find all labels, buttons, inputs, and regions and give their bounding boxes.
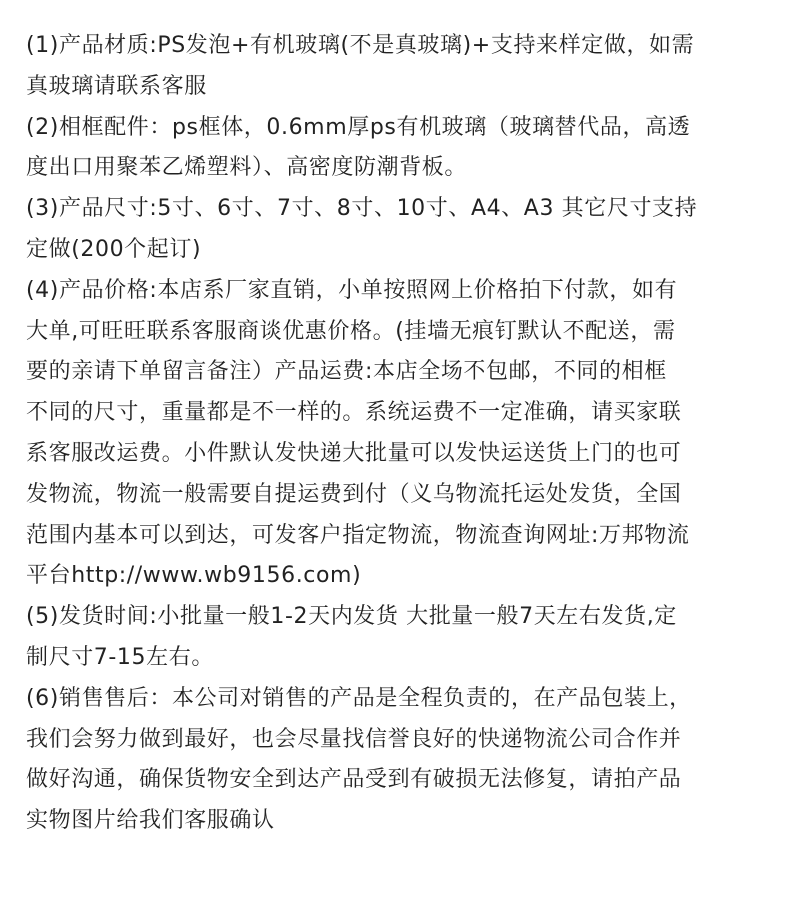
text-line: 发物流，物流一般需要自提运费到付（义乌物流托运处发货，全国 xyxy=(26,481,682,507)
text-line: 实物图片给我们客服确认 xyxy=(26,808,275,834)
text-line: (3)产品尺寸:5寸、6寸、7寸、8寸、10寸、A4、A3 其它尺寸支持 xyxy=(26,196,698,222)
text-line: 范围内基本可以到达，可发客户指定物流，物流查询网址:万邦物流 xyxy=(26,522,690,548)
text-line: 度出口用聚苯乙烯塑料）、高密度防潮背板。 xyxy=(26,155,468,181)
text-line: 做好沟通，确保货物安全到达产品受到有破损无法修复，请拍产品 xyxy=(26,767,682,793)
text-line: (1)产品材质:PS发泡+有机玻璃(不是真玻璃)+支持来样定做，如需 xyxy=(26,33,695,58)
text-line: 制尺寸7-15左右。 xyxy=(26,644,214,670)
text-line: 定做(200个起订) xyxy=(26,236,202,262)
text-line: 要的亲请下单留言备注）产品运费:本店全场不包邮，不同的相框 xyxy=(26,359,667,385)
text-line: 我们会努力做到最好，也会尽量找信誉良好的快递物流公司合作并 xyxy=(26,726,682,752)
section-material xyxy=(26,26,776,108)
section-after-sales xyxy=(26,679,776,842)
text-line: 平台http://www.wb9156.com) xyxy=(26,563,362,589)
text-line: 不同的尺寸，重量都是不一样的。系统运费不一定准确，请买家联 xyxy=(26,400,682,426)
section-sizes xyxy=(26,189,776,271)
product-info-document xyxy=(26,26,776,842)
text-line: (5)发货时间:小批量一般1-2天内发货 大批量一般7天左右发货,定 xyxy=(26,604,677,630)
section-price-shipping xyxy=(26,271,776,597)
section-accessories xyxy=(26,108,776,190)
text-line: 系客服改运费。小件默认发快递大批量可以发快运送货上门的也可 xyxy=(26,440,682,466)
text-line: (2)相框配件：ps框体，0.6mm厚ps有机玻璃（玻璃替代品，高透 xyxy=(26,114,691,140)
section-delivery-time xyxy=(26,597,776,679)
text-line: (6)销售售后：本公司对销售的产品是全程负责的，在产品包装上， xyxy=(26,685,692,711)
text-line: 大单,可旺旺联系客服商谈优惠价格。(挂墙无痕钉默认不配送，需 xyxy=(26,318,676,344)
text-line: 真玻璃请联系客服 xyxy=(26,73,207,99)
text-line: (4)产品价格:本店系厂家直销，小单按照网上价格拍下付款，如有 xyxy=(26,277,678,303)
